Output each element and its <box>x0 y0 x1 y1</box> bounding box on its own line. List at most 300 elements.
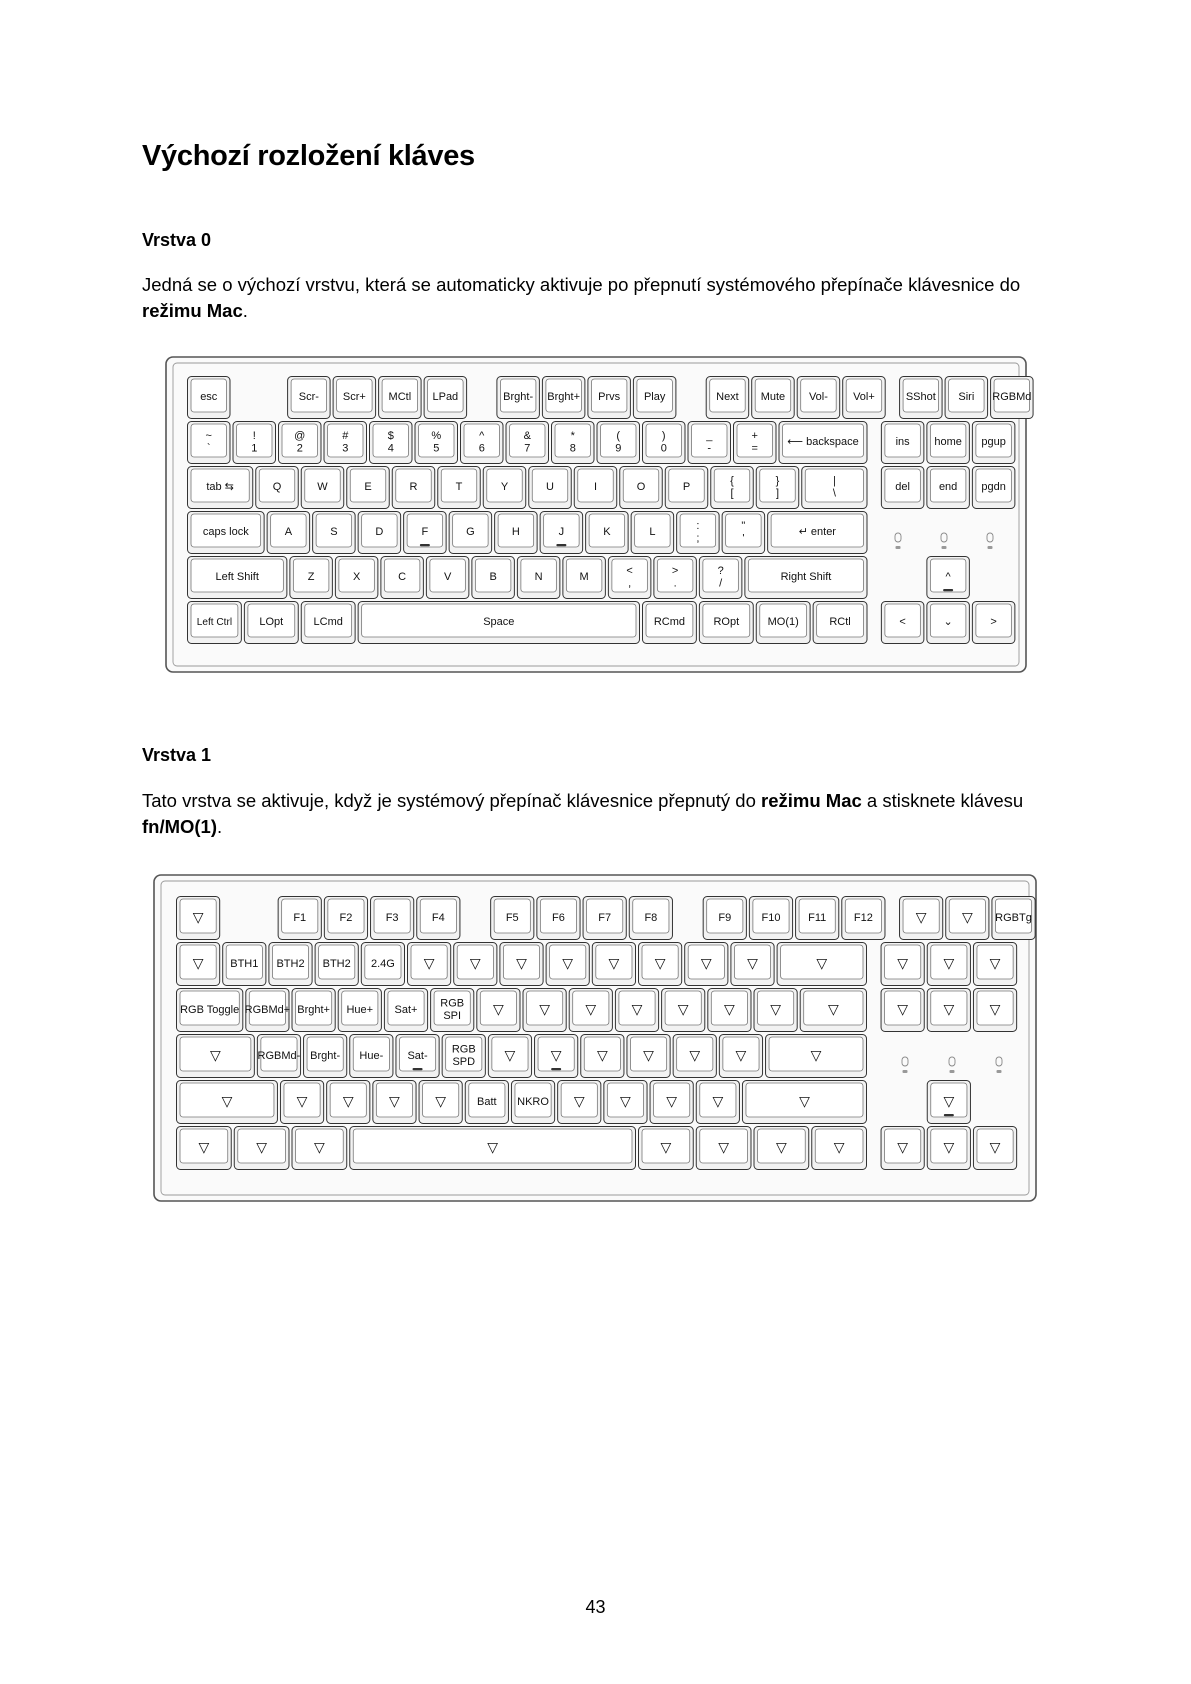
layer1-key <box>269 943 312 986</box>
key-label: ▽ <box>989 954 1001 971</box>
key-label: ▽ <box>313 1138 325 1155</box>
layer1-key <box>796 897 839 940</box>
key-label: caps lock <box>202 526 249 539</box>
key-label: F11 <box>808 911 827 924</box>
layer1-key <box>465 1081 508 1124</box>
key-label: ▽ <box>735 1046 747 1063</box>
layer1-key <box>973 943 1016 986</box>
key-label-top: " <box>741 519 746 532</box>
status-led-symbol-icon <box>903 1070 908 1073</box>
layer1-key <box>973 989 1016 1032</box>
layer1-text-after: . <box>217 816 223 837</box>
key-label: ▽ <box>897 954 909 971</box>
layer1-key <box>581 1035 624 1078</box>
layer1-key <box>384 989 427 1032</box>
key-label: ▽ <box>643 1046 654 1063</box>
key-label-bottom: 3 <box>342 442 349 455</box>
key-label-bottom: = <box>751 442 758 455</box>
key-label: ↵ enter <box>798 526 836 539</box>
layer1-key <box>500 943 543 986</box>
key-label: pgup <box>981 436 1006 449</box>
key-label-top: ( <box>616 429 621 442</box>
layer1-key <box>234 1127 289 1170</box>
layer1-key <box>537 897 580 940</box>
key-label: J <box>558 526 565 539</box>
layer1-key <box>177 1081 278 1124</box>
key-label-bottom: ; <box>696 532 700 545</box>
layer1-key <box>719 1035 762 1078</box>
layer1-key <box>488 1035 531 1078</box>
key-label: Hue+ <box>346 1003 374 1016</box>
key-label-top: & <box>523 429 531 442</box>
layer1-key <box>280 1081 323 1124</box>
key-label-top: : <box>696 519 700 532</box>
layer1-key <box>477 989 520 1032</box>
layer1-key <box>973 1127 1016 1170</box>
key-label: Siri <box>958 391 975 404</box>
key-label: ▽ <box>989 1000 1001 1017</box>
key-label: ▽ <box>799 1092 810 1109</box>
key-label: ▽ <box>943 1000 955 1017</box>
layer1-key <box>431 989 474 1032</box>
key-label: C <box>398 571 407 584</box>
key-label-top: @ <box>294 429 306 442</box>
key-label: F1 <box>293 911 307 924</box>
key-label: ▽ <box>747 954 758 971</box>
key-label: ▽ <box>198 1138 210 1155</box>
key-label: MO(1) <box>767 616 799 629</box>
key-label: ▽ <box>677 1000 689 1017</box>
key-label: R <box>409 481 418 494</box>
layer1-key <box>546 943 589 986</box>
key-label-top: ~ <box>205 429 212 442</box>
key-label: ▽ <box>192 954 204 971</box>
layer1-key <box>927 1127 970 1170</box>
layer1-key <box>696 1127 751 1170</box>
key-label: ▽ <box>539 1000 550 1017</box>
layer1-key <box>419 1081 462 1124</box>
key-label-bottom: . <box>673 577 677 590</box>
key-label-bottom: - <box>707 442 712 455</box>
key-label: F9 <box>718 911 732 924</box>
layer1-key <box>177 1127 232 1170</box>
key-label: ▽ <box>689 1046 701 1063</box>
layer1-key <box>639 943 682 986</box>
key-label: ⌄ <box>943 616 953 629</box>
key-label-top: RGB <box>440 997 465 1010</box>
key-label: tab ⇆ <box>206 481 234 494</box>
key-label: ▽ <box>631 1000 643 1017</box>
key-label: Sat+ <box>394 1003 418 1016</box>
key-label: Scr- <box>298 391 319 404</box>
key-label: ▽ <box>712 1092 724 1109</box>
layer1-key <box>900 897 943 940</box>
key-label: BTH2 <box>322 957 351 970</box>
key-label: RGBMd+ <box>244 1003 291 1016</box>
key-label-bottom: SPD <box>452 1056 476 1069</box>
key-label: ▽ <box>487 1138 499 1155</box>
layer1-key <box>812 1127 867 1170</box>
layer1-key <box>338 989 381 1032</box>
key-label-bottom: 2 <box>296 442 303 455</box>
key-label: ▽ <box>654 954 666 971</box>
key-label: E <box>364 481 372 494</box>
layer1-key <box>777 943 866 986</box>
layer1-key <box>361 943 404 986</box>
key-label-bottom: 8 <box>569 442 576 455</box>
key-label: Left Shift <box>215 571 259 584</box>
key-label-top: # <box>342 429 349 442</box>
key-label-bottom: \ <box>832 487 836 500</box>
key-label: end <box>938 481 958 494</box>
key-label: ins <box>895 436 910 449</box>
key-label: S <box>330 526 338 539</box>
key-label-top: _ <box>706 429 713 442</box>
key-label: ▽ <box>210 1046 221 1063</box>
layer1-key <box>292 989 335 1032</box>
key-label: ▽ <box>573 1092 585 1109</box>
key-label: F4 <box>431 911 445 924</box>
layer1-key <box>754 989 797 1032</box>
layer0-heading: Vrstva 0 <box>142 230 212 250</box>
layer1-key <box>408 943 451 986</box>
layer1-key <box>511 1081 554 1124</box>
key-label: RGB Toggle <box>180 1003 240 1016</box>
key-label: F10 <box>761 911 781 924</box>
key-label: L <box>649 526 656 539</box>
key-label: < <box>899 616 906 629</box>
layer1-key <box>766 1035 867 1078</box>
layer1-key <box>304 1035 347 1078</box>
key-label: ▽ <box>389 1092 400 1109</box>
layer1-key <box>881 989 924 1032</box>
layer1-key <box>749 897 792 940</box>
key-label: Y <box>500 481 509 494</box>
layer1-key <box>523 989 566 1032</box>
key-label: Vol- <box>808 391 828 404</box>
key-label: Prvs <box>598 391 621 404</box>
layer1-key <box>177 943 220 986</box>
key-label: ▽ <box>897 1000 909 1017</box>
key-label: ▽ <box>961 908 973 925</box>
layer0-text-before: Jedná se o výchozí vrstvu, která se automaticky aktivuje po přepnutí systémového přepínače klávesnice do <box>142 274 1021 295</box>
layer1-key <box>558 1081 601 1124</box>
homing-bump <box>413 1068 423 1070</box>
key-label: RCtl <box>829 616 851 629</box>
layer1-key <box>257 1035 300 1078</box>
key-label-top: ^ <box>479 429 485 442</box>
key-label-top: % <box>431 429 442 442</box>
key-label: N <box>534 571 543 584</box>
key-label: ▽ <box>724 1000 735 1017</box>
layer1-key <box>800 989 866 1032</box>
layer1-key <box>742 1081 866 1124</box>
key-label: ▽ <box>221 1092 233 1109</box>
layer1-key <box>373 1081 416 1124</box>
key-label: ▽ <box>718 1138 730 1155</box>
key-label-top: ) <box>661 429 666 442</box>
homing-bump <box>551 1068 561 1070</box>
key-label: Batt <box>477 1095 497 1108</box>
layer1-key <box>927 1081 970 1124</box>
key-label: K <box>603 526 611 539</box>
key-label: F6 <box>552 911 565 924</box>
key-label: F <box>421 526 429 539</box>
key-label: H <box>511 526 520 539</box>
key-label: ▽ <box>550 1046 562 1063</box>
key-label: SShot <box>905 391 936 404</box>
key-label: Q <box>272 481 282 494</box>
key-label-bottom: , <box>628 577 632 590</box>
key-label: Brght+ <box>297 1003 330 1016</box>
key-label: ▽ <box>810 1046 822 1063</box>
key-label: ⟵ backspace <box>787 436 859 449</box>
layer1-key <box>592 943 635 986</box>
key-label: ▽ <box>943 1138 955 1155</box>
layer1-key <box>583 897 626 940</box>
layer1-key <box>992 897 1035 940</box>
key-label: F12 <box>853 911 873 924</box>
key-label: home <box>934 436 962 449</box>
status-led-symbol-icon <box>997 1070 1002 1073</box>
layer1-key <box>615 989 658 1032</box>
layer1-key <box>946 897 989 940</box>
key-label: ▽ <box>943 1092 955 1109</box>
key-label-top: + <box>751 429 758 442</box>
key-label: ▽ <box>816 954 828 971</box>
key-label: 2.4G <box>370 957 395 970</box>
layer1-key <box>881 943 924 986</box>
layer1-key <box>292 1127 347 1170</box>
layer1-text-middle: a stisknete klávesu <box>861 790 1024 811</box>
key-label-bottom: 6 <box>478 442 485 455</box>
key-label: B <box>489 571 497 584</box>
layer1-key <box>662 989 705 1032</box>
key-label: Hue- <box>359 1049 384 1062</box>
layer1-key <box>927 943 970 986</box>
layer1-key <box>245 989 291 1032</box>
key-label: LCmd <box>313 616 343 629</box>
key-label: F8 <box>644 911 658 924</box>
key-label: V <box>443 571 452 584</box>
key-label: ▽ <box>666 1092 678 1109</box>
layer1-heading: Vrstva 1 <box>142 745 212 765</box>
key-label: P <box>682 481 691 494</box>
key-label: Left Ctrl <box>196 617 233 629</box>
key-label: ▽ <box>562 954 574 971</box>
layer1-key <box>417 897 460 940</box>
key-label: O <box>636 481 646 494</box>
layer1-key <box>569 989 612 1032</box>
layer1-key <box>927 989 970 1032</box>
key-label: ▽ <box>516 954 527 971</box>
layer1-key <box>327 1081 370 1124</box>
key-label: Next <box>716 391 739 404</box>
layer0-text-after: . <box>242 300 248 321</box>
key-label: A <box>284 526 293 539</box>
key-label: U <box>546 481 554 494</box>
key-label: ▽ <box>256 1138 268 1155</box>
layer1-key <box>650 1081 693 1124</box>
key-label: ▽ <box>435 1092 447 1109</box>
key-label-bottom: 7 <box>524 442 531 455</box>
key-label: MCtl <box>388 391 412 404</box>
layer1-key <box>223 943 266 986</box>
key-label-bottom: 5 <box>433 442 440 455</box>
key-label: Sat- <box>407 1049 428 1062</box>
key-label: I <box>593 481 598 494</box>
key-label-bottom: 1 <box>251 442 258 455</box>
layer1-key <box>371 897 414 940</box>
key-label: F7 <box>598 911 612 924</box>
layer1-key <box>177 989 243 1032</box>
layer1-mode-bold: režimu Mac <box>761 790 862 811</box>
key-label: D <box>375 526 384 539</box>
key-label: F5 <box>505 911 519 924</box>
key-label: RGBMd <box>992 391 1032 404</box>
key-label: Z <box>307 571 315 584</box>
key-label-top: RGB <box>451 1043 476 1056</box>
key-label: ▽ <box>943 954 955 971</box>
status-led-symbol-icon <box>950 1070 955 1073</box>
layer1-key <box>685 943 728 986</box>
key-label-bottom: ] <box>775 487 780 500</box>
key-label: LOpt <box>259 616 284 629</box>
key-label-top: { <box>730 474 734 487</box>
key-label: ▽ <box>192 908 204 925</box>
key-label: del <box>895 481 910 494</box>
layer1-key <box>731 943 774 986</box>
key-label-top: * <box>570 429 575 442</box>
key-label: ▽ <box>423 954 435 971</box>
key-label: NKRO <box>517 1095 549 1108</box>
layer1-key <box>604 1081 647 1124</box>
key-label: ▽ <box>469 954 481 971</box>
key-label: Right Shift <box>780 571 832 584</box>
key-label: X <box>352 571 361 584</box>
key-label: F3 <box>385 911 399 924</box>
layer1-key <box>177 897 220 940</box>
layer1-key <box>703 897 746 940</box>
key-label: ▽ <box>989 1138 1001 1155</box>
key-label-top: ! <box>252 429 256 442</box>
key-label-bottom: / <box>719 577 723 590</box>
layer1-key <box>454 943 497 986</box>
layer1-key <box>629 897 672 940</box>
key-label: esc <box>200 391 218 404</box>
key-label: ▽ <box>897 1138 909 1155</box>
key-label: G <box>466 526 475 539</box>
homing-bump <box>944 1114 954 1116</box>
key-label: F2 <box>339 911 353 924</box>
layer1-key <box>673 1035 716 1078</box>
layer1-key <box>324 897 367 940</box>
key-label: ▽ <box>493 1000 504 1017</box>
key-label: ▽ <box>770 1000 781 1017</box>
layer1-text-before: Tato vrstva se aktivuje, když je systémový přepínač klávesnice přepnutý do <box>142 790 762 811</box>
key-label: RCmd <box>653 616 686 629</box>
page-number: 43 <box>585 1597 606 1617</box>
key-label-bottom: 0 <box>660 442 667 455</box>
layer1-key <box>535 1035 578 1078</box>
key-label-bottom: SPI <box>443 1010 462 1023</box>
key-label-top: | <box>832 474 836 487</box>
key-label: Play <box>643 391 666 404</box>
key-label: ▽ <box>596 1046 608 1063</box>
key-label: Vol+ <box>853 391 875 404</box>
key-label-top: ? <box>717 564 724 577</box>
key-label: Brght+ <box>547 391 581 404</box>
layer1-key <box>442 1035 485 1078</box>
key-label: ▽ <box>833 1138 845 1155</box>
key-label-top: } <box>775 474 780 487</box>
key-label: ▽ <box>915 908 927 925</box>
page-title: Výchozí rozložení kláves <box>142 140 475 172</box>
key-label: pgdn <box>981 481 1006 494</box>
layer1-key <box>396 1035 439 1078</box>
key-label: Mute <box>760 391 786 404</box>
key-label-bottom: ' <box>742 532 745 545</box>
key-label: ▽ <box>585 1000 597 1017</box>
key-label: RGBTg <box>995 911 1032 924</box>
layer1-key <box>177 1035 255 1078</box>
key-label-bottom: 4 <box>387 442 394 455</box>
layer1-key <box>491 897 534 940</box>
key-label: ▽ <box>608 954 620 971</box>
layer1-key-bold: fn/MO(1) <box>142 816 218 837</box>
key-label: ▽ <box>504 1046 516 1063</box>
key-label-top: $ <box>387 429 394 442</box>
key-label: W <box>317 481 328 494</box>
key-label-top: > <box>671 564 679 577</box>
layer1-key <box>842 897 885 940</box>
key-label-bottom: 9 <box>615 442 622 455</box>
key-label: ▽ <box>296 1092 308 1109</box>
key-label: LPad <box>432 391 459 404</box>
key-label: ▽ <box>342 1092 354 1109</box>
key-label: Brght- <box>310 1049 341 1062</box>
key-label: Scr+ <box>342 391 366 404</box>
key-label-bottom: [ <box>730 487 734 500</box>
key-label-bottom: ` <box>206 442 211 455</box>
key-label: Space <box>483 616 515 629</box>
key-label: ▽ <box>660 1138 672 1155</box>
key-label: BTH2 <box>276 957 305 970</box>
key-label: Brght- <box>503 391 534 404</box>
key-label: ▽ <box>827 1000 839 1017</box>
key-label: > <box>990 616 997 629</box>
layer1-key <box>350 1127 636 1170</box>
layer1-key <box>315 943 358 986</box>
key-label: M <box>579 571 589 584</box>
layer1-key <box>754 1127 809 1170</box>
layer1-key <box>696 1081 739 1124</box>
layer1-key <box>708 989 751 1032</box>
key-label: ▽ <box>620 1092 631 1109</box>
key-label: ^ <box>945 571 951 584</box>
layer1-key <box>350 1035 393 1078</box>
key-label: ▽ <box>775 1138 787 1155</box>
key-label: RGBMd- <box>257 1049 301 1062</box>
key-label-top: < <box>626 564 633 577</box>
layer1-key <box>278 897 321 940</box>
layer1-key <box>627 1035 670 1078</box>
layer1-key <box>881 1127 924 1170</box>
key-label: ROpt <box>713 616 740 629</box>
key-label: BTH1 <box>230 957 259 970</box>
key-label: ▽ <box>700 954 712 971</box>
layer1-key <box>639 1127 694 1170</box>
